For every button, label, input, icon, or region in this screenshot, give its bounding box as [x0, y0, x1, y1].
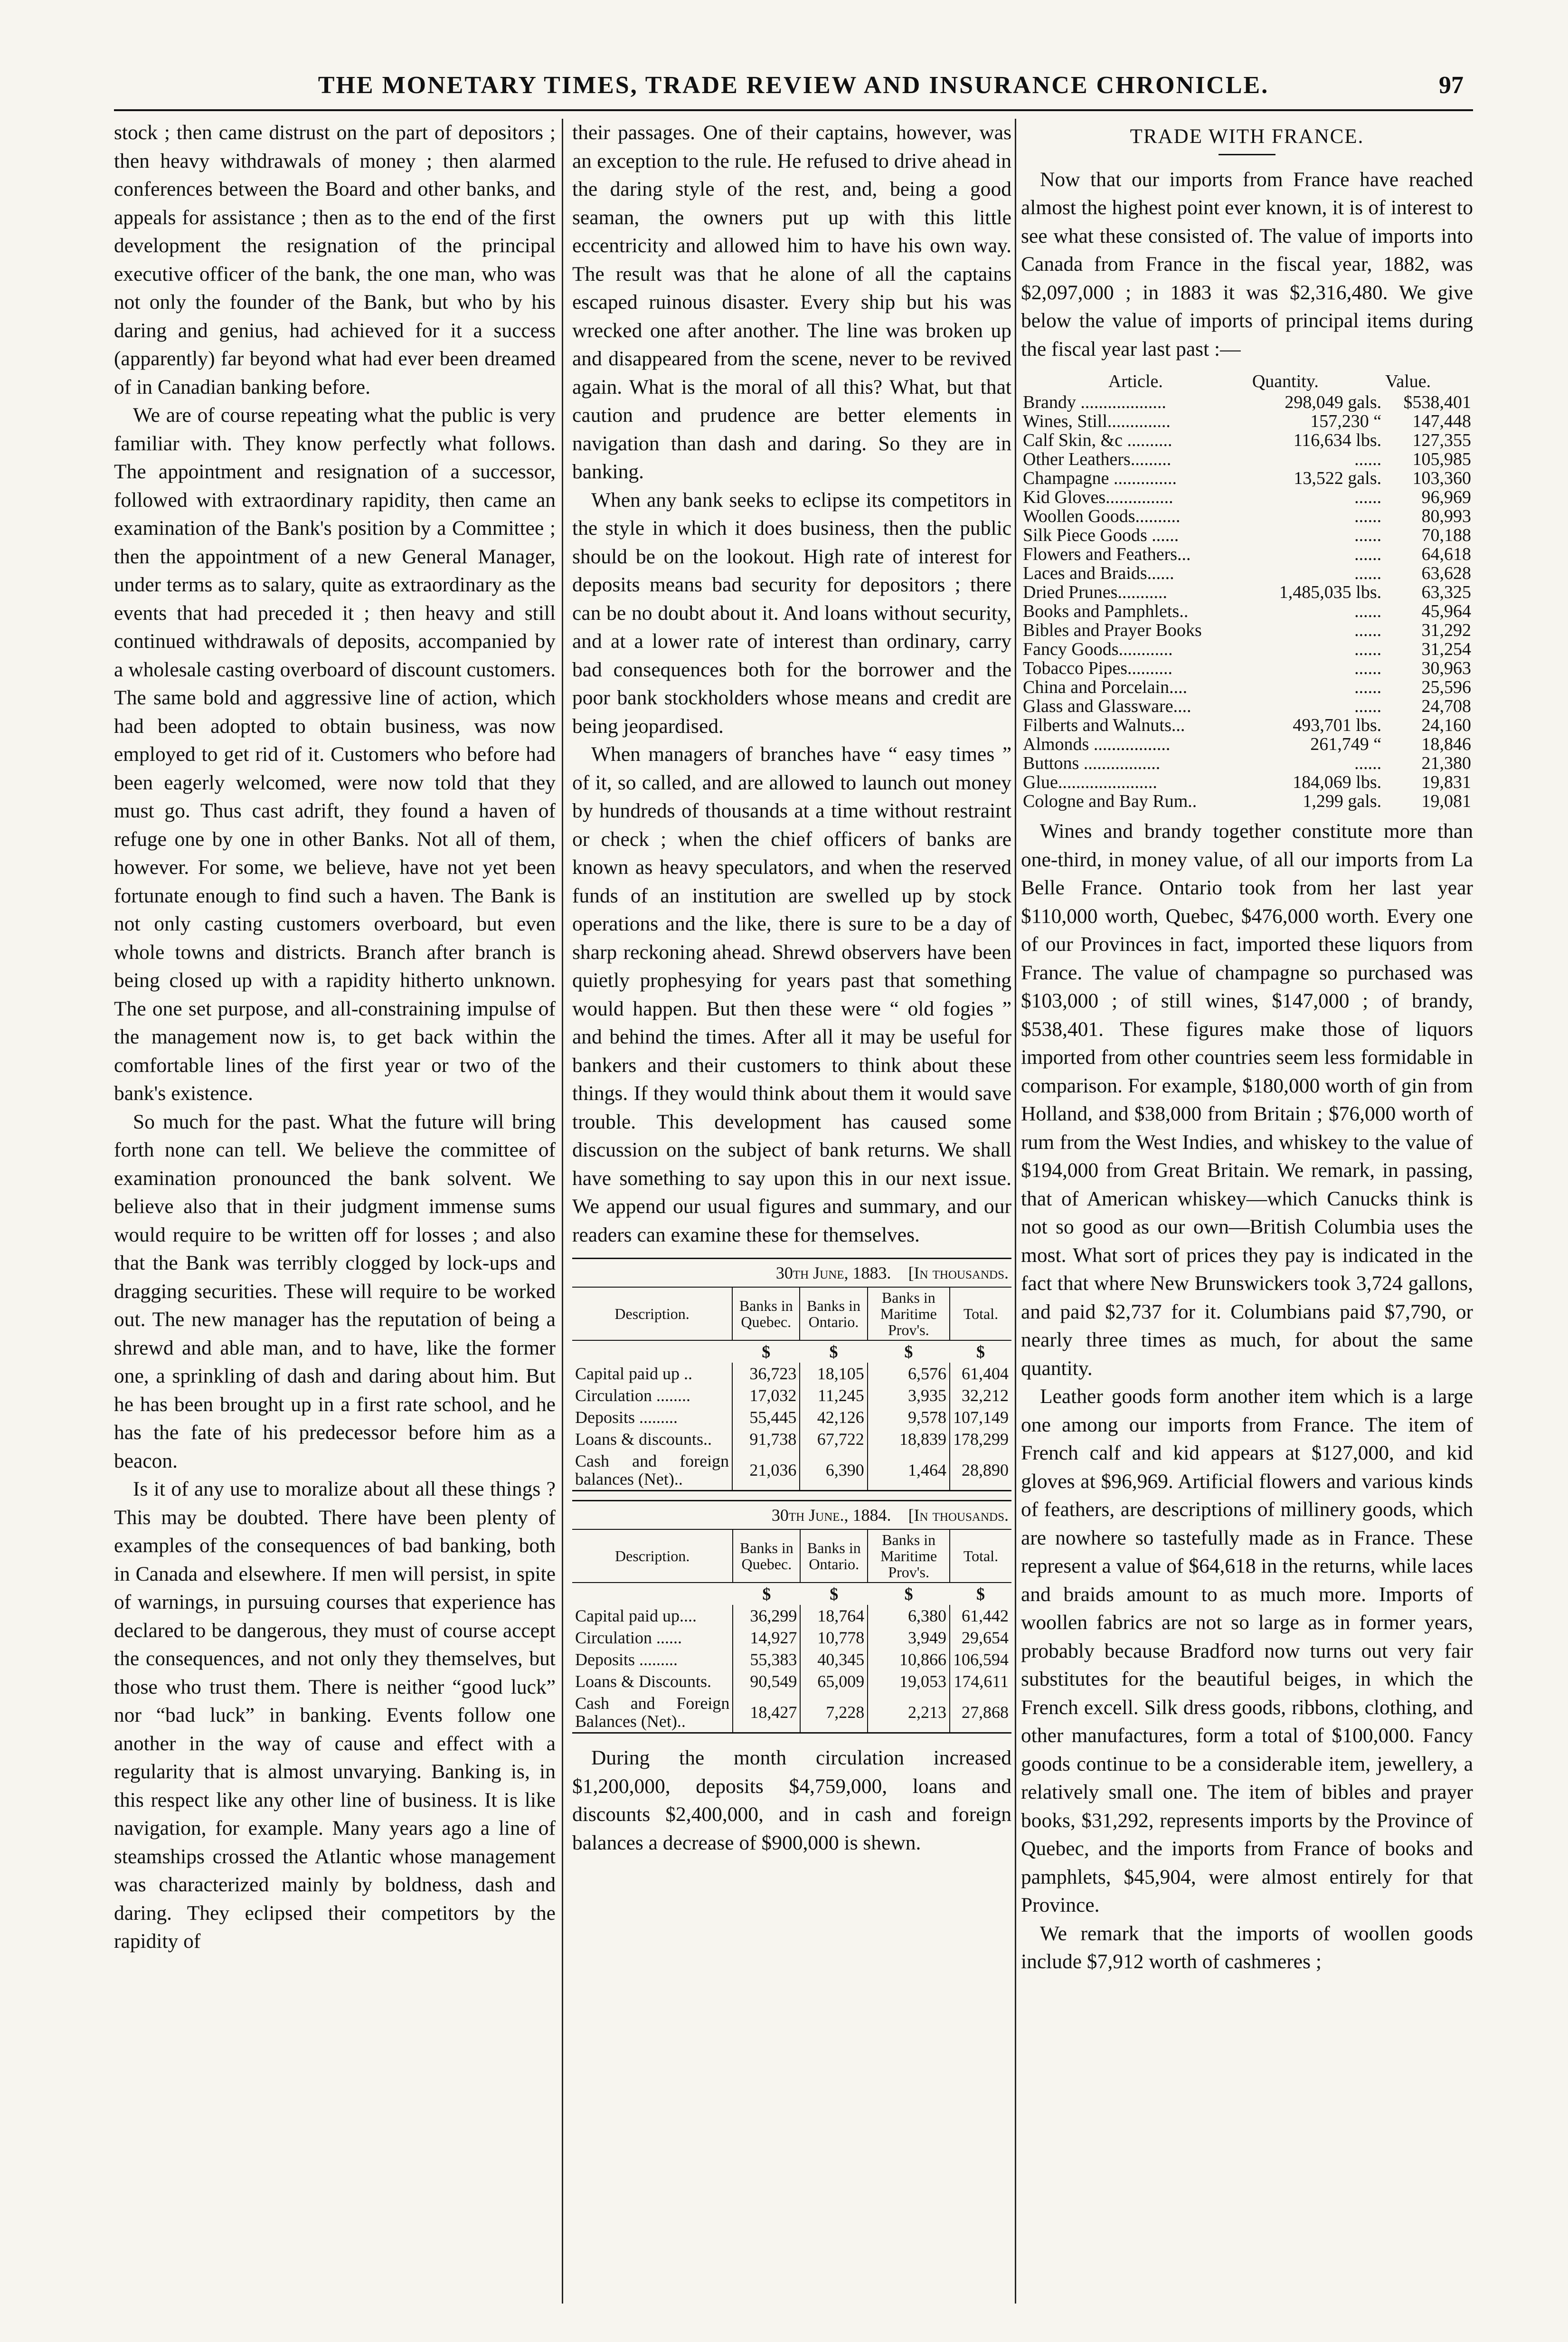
table-row: Cash and Foreign Balances (Net).. 18,427 7,228 2,213 27,868	[572, 1692, 1011, 1733]
table-cell: 157,230 “	[1310, 411, 1382, 431]
table-row: Deposits ......... 55,445 42,126 9,578 107,149	[572, 1406, 1011, 1428]
paragraph: Wines and brandy together constitute more than one-third, in money value, of all our imports from La Belle France. Ontario took from her last year $110,000 worth, Quebec, $476,000 worth. Every one of our Provinces in fact, imported these liquors from France. The value of champagne so purchased was $103,000 ; of still wines, $147,000 ; of brandy, $538,401. These figures make those of liquors imported from other countries seem less formidable in comparison. For example, $180,000 worth of gin from Holland, and $38,000 from Britain ; $76,000 worth of rum from the West Indies, and whiskey to the value of $194,000 from Great Britain. We remark, in passing, that of American whiskey—which Canucks think is not so good as our own—British Columbia uses the most. What sort of prices they pay is indicated in the fact that where New Brunswickers took 3,724 gallons, and paid $2,737 for it. Columbians paid $7,790, or nearly three times as much, for about the same quantity.	[1021, 820, 1473, 1380]
dollar-sign: $	[904, 1342, 913, 1361]
paragraph: stock ; then came distrust on the part of depositors ; then heavy withdrawals of money ; then alarmed conferences between the Board and other banks, and appeals for assistance ; then as to the end of the first development the resignation of the principal executive officer of the bank, the one man, who was not only the founder of the Bank, but who by his daring and genius, had achieved for it a success (apparently) far beyond what had ever been dreamed of in Canadian banking before.	[114, 121, 556, 398]
table-cell: Calf Skin, &c ..........	[1023, 430, 1172, 450]
table-row	[1021, 545, 1473, 564]
table-cell: 30,963	[1421, 658, 1471, 678]
column-header: Quantity.	[1252, 371, 1319, 391]
table-cell: ......	[1354, 449, 1382, 469]
table-header-row	[1021, 370, 1473, 393]
table-cell: 21,380	[1421, 753, 1471, 773]
table-cell: ......	[1354, 696, 1382, 716]
table-cell: 24,708	[1421, 696, 1471, 716]
table-cell: China and Porcelain....	[1023, 677, 1188, 697]
table-row	[1021, 640, 1473, 659]
table-cell: Woollen Goods..........	[1023, 506, 1181, 526]
dollar-sign: $	[762, 1342, 771, 1361]
table-cell: 70,188	[1421, 525, 1471, 545]
table-row: Loans & Discounts. 90,549 65,009 19,053 174,611	[572, 1670, 1011, 1692]
column-header: Banks in Ontario.	[800, 1287, 867, 1340]
column-header: Total.	[950, 1529, 1011, 1583]
table-row	[1021, 602, 1473, 621]
table-cell: Almonds .................	[1023, 734, 1171, 754]
paragraph: During the month circulation increased $1,200,000, deposits $4,759,000, loans and discounts $2,400,000, and in cash and foreign balances a decrease of $900,000 is shewn.	[572, 1746, 1011, 1854]
column-divider	[1015, 119, 1016, 2304]
table-cell: Glass and Glassware....	[1023, 696, 1191, 716]
table-cell: ......	[1354, 620, 1382, 640]
table-cell: 127,355	[1412, 430, 1471, 450]
table-cell: Dried Prunes...........	[1023, 582, 1167, 602]
dollar-sign: $	[830, 1584, 839, 1603]
imports-table	[1021, 370, 1473, 811]
table-cell: 147,448	[1412, 411, 1471, 431]
column-header: Total.	[950, 1287, 1011, 1340]
dollar-sign: $	[904, 1584, 913, 1603]
dollar-sign: $	[976, 1342, 985, 1361]
table-header-row	[572, 1529, 1011, 1583]
table-cell: 261,749 “	[1310, 734, 1382, 754]
column-header: Banks in Maritime Prov's.	[868, 1529, 950, 1583]
table-row	[1021, 393, 1473, 412]
table-cell: ......	[1354, 544, 1382, 564]
page-number: 97	[1439, 72, 1464, 99]
bank-returns-table-1884	[572, 1500, 1011, 1734]
table-cell: Filberts and Walnuts...	[1023, 715, 1185, 735]
table-cell: 1,299 gals.	[1303, 791, 1382, 811]
table-cell: 13,522 gals.	[1294, 468, 1382, 488]
table-cell: 64,618	[1421, 544, 1471, 564]
table-row: Loans & discounts.. 91,738 67,722 18,839 178,299	[572, 1428, 1011, 1450]
table-cell: Flowers and Feathers...	[1023, 544, 1191, 564]
table-row	[1021, 735, 1473, 754]
table-cell: ......	[1354, 487, 1382, 507]
table-cell: Kid Gloves...............	[1023, 487, 1173, 507]
table-cell: Wines, Still..............	[1023, 411, 1171, 431]
table-cell: ......	[1354, 506, 1382, 526]
column-middle	[572, 119, 1011, 2309]
column-header: Banks in Quebec.	[733, 1529, 800, 1583]
table-cell: Silk Piece Goods ......	[1023, 525, 1179, 545]
table-cell: 45,964	[1421, 601, 1471, 621]
dollar-sign: $	[762, 1584, 771, 1603]
table-cell: ......	[1354, 525, 1382, 545]
table-row	[1021, 507, 1473, 526]
column-header: Banks in Ontario.	[800, 1529, 868, 1583]
column-header: Banks in Quebec.	[732, 1287, 800, 1340]
column-header: Description.	[572, 1529, 733, 1583]
column-header: Value.	[1385, 371, 1431, 391]
table-cell: 24,160	[1421, 715, 1471, 735]
table-cell: 184,069 lbs.	[1293, 772, 1382, 792]
column-divider	[562, 119, 563, 2304]
table-cell: ......	[1354, 753, 1382, 773]
heading-rule	[1219, 154, 1275, 155]
table-cell: 25,596	[1421, 677, 1471, 697]
table-row	[1021, 678, 1473, 697]
publication-title: THE MONETARY TIMES, TRADE REVIEW AND INSURANCE CHRONICLE.	[318, 72, 1269, 99]
table-cell: Laces and Braids......	[1023, 563, 1174, 583]
table-cell: ......	[1354, 658, 1382, 678]
table-row: Cash and foreign balances (Net).. 21,036 6,390 1,464 28,890	[572, 1450, 1011, 1491]
page-header	[114, 57, 1473, 111]
table-cell: 493,701 lbs.	[1293, 715, 1382, 735]
paragraph: Is it of any use to moralize about all these things ? This may be doubted. There have been plenty of examples of the consequences of bad banking, both in Canada and elsewhere. If men will persist, in spite of warnings, in pursuing courses that experience has declared to be dangerous, they must of course accept the consequences, and not only they themselves, but those who trust them. There is neither “good luck” nor “bad luck” in banking. Events follow one another in the way of cause and effect with a regularity that is almost unvarying. Banking is, in this respect like any other line of business. It is like navigation, for example. Many years ago a line of steamships crossed the Atlantic whose management was characterized mainly by boldness, dash and daring. They eclipsed their competitors by the rapidity of	[114, 1478, 556, 1953]
table-row	[1021, 773, 1473, 792]
table-row: Capital paid up.... 36,299 18,764 6,380 61,442	[572, 1605, 1011, 1627]
table-row	[1021, 583, 1473, 602]
table-cell: 298,049 gals.	[1285, 392, 1382, 412]
table-unit: [In thousands.	[908, 1263, 1009, 1282]
dollar-sign: $	[976, 1584, 985, 1603]
table-cell: 63,325	[1421, 582, 1471, 602]
table-cell: Brandy ...................	[1023, 392, 1166, 412]
bank-returns-table-1883	[572, 1258, 1011, 1491]
table-cell: 63,628	[1421, 563, 1471, 583]
table-row	[1021, 716, 1473, 735]
column-header: Banks in Maritime Prov's.	[868, 1287, 950, 1340]
column-right	[1021, 119, 1473, 2309]
table-row	[1021, 659, 1473, 678]
table-row	[1021, 526, 1473, 545]
table-cell: Glue......................	[1023, 772, 1157, 792]
table-cell: Books and Pamphlets..	[1023, 601, 1189, 621]
table-cell: 31,292	[1421, 620, 1471, 640]
currency-row	[572, 1583, 1011, 1605]
paragraph: Leather goods form another item which is a large one among our imports from France. The item of French calf and kid appears at $127,000, and kid gloves at $96,969. Artificial flowers and various kinds of feathers, are descriptions of millinery goods, which are nowhere so tastefully made as in France. These represent a value of $64,618 in the returns, while laces and braids amount to as much more. Imports of woollen fabrics are not so large as in former years, probably because Bradford now turns out very fair substitutes for the beautiful beiges, in which the French excell. Silk dress goods, ribbons, clothing, and other manufactures, form a total of $100,000. Fancy goods continue to be a considerable item, jewellery, a relatively small one. The item of bibles and prayer books, $31,292, represents imports by the Province of Quebec, and the imports from France of books and pamphlets, $45,904, were almost entirely for that Province.	[1021, 1385, 1473, 1916]
paragraph: We are of course repeating what the public is very familiar with. They know perfectly what follows. The appointment and resignation of a successor, followed with extraordinary rapidity, then came an examination of the Bank's position by a Committee ; then the appointment of a new General Manager, under terms as to salary, quite as extraordinary as the events that had preceded it ; then heavy and still continued withdrawals of deposits, accompanied by a wholesale casting overboard of discount customers. The same bold and aggressive line of action, which had been adopted to obtain business, was now employed to get rid of it. Customers who before had been eagerly welcomed, were now told that they must go. Thus cast adrift, they found a haven of refuge one by one in other Banks. Not all of them, however. For some, we believe, have not yet been fortunate enough to find such a haven. The Bank is not only casting customers overboard, but even whole towns and districts. Branch after branch is being closed up with a rapidity hitherto unknown. The one set purpose, and all-constraining impulse of the management now is, to get back within the comfortable lines of the first year or two of the bank's existence.	[114, 404, 556, 1105]
table-unit: [In thousands.	[908, 1506, 1009, 1525]
table-cell: Bibles and Prayer Books	[1023, 620, 1202, 640]
column-left	[114, 119, 556, 2309]
table-cell: $538,401	[1403, 392, 1471, 412]
table-row: Circulation ...... 14,927 10,778 3,949 29,654	[572, 1627, 1011, 1649]
paragraph: We remark that the imports of woollen goods include $7,912 worth of cashmeres ;	[1021, 1922, 1473, 1973]
table-cell: 80,993	[1421, 506, 1471, 526]
dollar-sign: $	[829, 1342, 838, 1361]
table-cell: 96,969	[1421, 487, 1471, 507]
paragraph: When managers of branches have “ easy times ” of it, so called, and are allowed to launch out money by hundreds of thousands at a time without restraint or check ; when the chief officers of banks are known as heavy speculators, and when the reserved funds of an institution are swelled up by stock operations and the like, there is sure to be a day of sharp reckoning ahead. Shrewd observers have been quietly prophesying for years past that something would happen. But then these were “ old fogies ” and behind the times. After all it may be useful for bankers and their customers to think about these things. If they would think about them it would save trouble. This development has caused some discussion on the subject of bank returns. We shall have something to say upon this in our next issue. We append our usual figures and summary, and our readers can examine these for themselves.	[572, 743, 1011, 1246]
table-cell: Other Leathers.........	[1023, 449, 1171, 469]
table-cell: Cologne and Bay Rum..	[1023, 791, 1197, 811]
table-row	[1021, 431, 1473, 450]
table-cell: 105,985	[1412, 449, 1471, 469]
table-cell: ......	[1354, 639, 1382, 659]
table-row: Capital paid up .. 36,723 18,105 6,576 61,404	[572, 1363, 1011, 1384]
table-row	[1021, 621, 1473, 640]
paragraph: When any bank seeks to eclipse its competitors in the style in which it does business, then the public should be on the lookout. High rate of interest for deposits means bad security for depositors ; there can be no doubt about it. And loans without security, and at a lower rate of interest than ordinary, carry bad consequences both for the borrower and the poor bank stockholders whose means and credit are being jeopardised.	[572, 488, 1011, 738]
table-cell: Fancy Goods............	[1023, 639, 1173, 659]
table-date: 30th June, 1883.	[775, 1263, 891, 1282]
table-header-row	[572, 1287, 1011, 1340]
table-row	[1021, 754, 1473, 773]
table-row	[1021, 488, 1473, 507]
table-cell: 103,360	[1412, 468, 1471, 488]
table-row: Circulation ........ 17,032 11,245 3,935 32,212	[572, 1384, 1011, 1406]
column-header: Article.	[1108, 371, 1163, 391]
table-cell: 1,485,035 lbs.	[1279, 582, 1382, 602]
table-cell: Tobacco Pipes..........	[1023, 658, 1173, 678]
table-row	[1021, 412, 1473, 431]
table-cell: ......	[1354, 677, 1382, 697]
table-cell: 31,254	[1421, 639, 1471, 659]
table-row: Deposits ......... 55,383 40,345 10,866 106,594	[572, 1649, 1011, 1670]
table-cell: Champagne ..............	[1023, 468, 1177, 488]
paragraph: their passages. One of their captains, however, was an exception to the rule. He refused to drive ahead in the daring style of the rest, and, being a good seaman, the owners put up with this little eccentricity and allowed him to have his own way. The result was that he alone of all the captains escaped ruinous disaster. Every ship but his was wrecked one after another. The line was broken up and disappeared from the scene, never to be revived again. What is the moral of all this? What, but that caution and prudence are better elements in navigation than dash and daring. So they are in banking.	[572, 121, 1011, 483]
table-cell: 116,634 lbs.	[1293, 430, 1382, 450]
paragraph: Now that our imports from France have reached almost the highest point ever known, it is of interest to see what these consisted of. The value of imports into Canada from France in the fiscal year, 1882, was $2,097,000 ; in 1883 it was $2,316,480. We give below the value of imports of principal items during the fiscal year last past :—	[1021, 168, 1473, 360]
table-date: 30th June., 1884.	[771, 1506, 891, 1525]
table-cell: ......	[1354, 563, 1382, 583]
table-cell: 19,831	[1421, 772, 1471, 792]
table-row	[1021, 450, 1473, 469]
table-row	[1021, 697, 1473, 716]
table-cell: ......	[1354, 601, 1382, 621]
paragraph: So much for the past. What the future will bring forth none can tell. We believe the committee of examination pronounced the bank solvent. We believe also that in their judgment immense sums would require to be written off for losses ; and also that the Bank was terribly clogged by lock-ups and dragging securities. These will require to be worked out. The new manager has the reputation of being a shrewd and able man, and to have, like the former one, a sprinkling of dash and daring about him. But he has been brought up in a first rate school, and he has the fate of his predecessor before him as a beacon.	[114, 1110, 556, 1472]
table-cell: 19,081	[1421, 791, 1471, 811]
currency-row	[572, 1340, 1011, 1363]
table-cell: Buttons .................	[1023, 753, 1161, 773]
column-header: Description.	[572, 1287, 732, 1340]
table-row	[1021, 564, 1473, 583]
table-row	[1021, 469, 1473, 488]
table-cell: 18,846	[1421, 734, 1471, 754]
table-row	[1021, 792, 1473, 811]
section-heading: TRADE WITH FRANCE.	[1130, 125, 1364, 148]
